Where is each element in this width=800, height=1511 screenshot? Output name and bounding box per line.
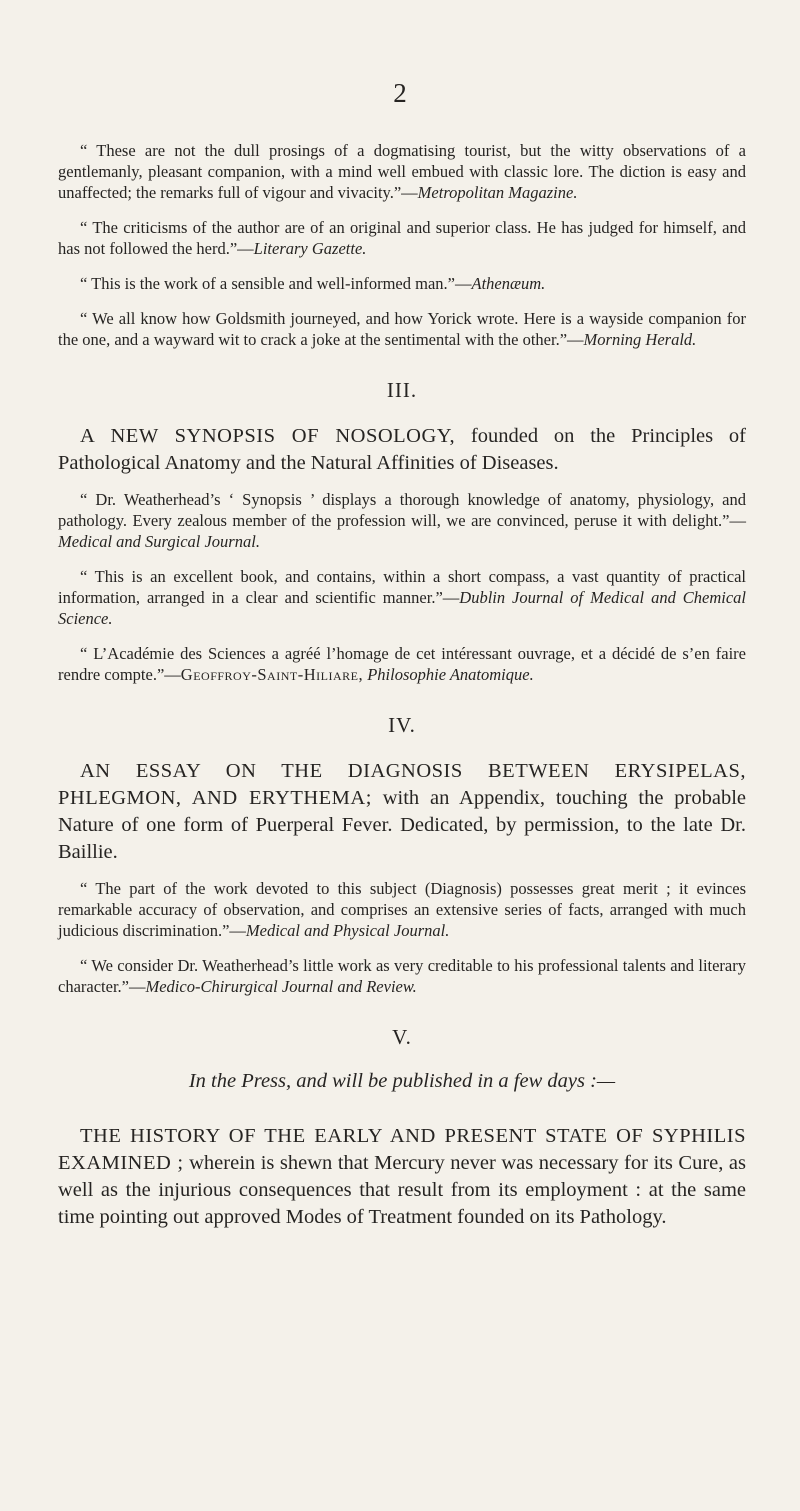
review-medical-surgical	[58, 489, 746, 552]
review-source: Dublin Journal of Medical and Chemical Science.	[58, 588, 746, 628]
review-literary-gazette	[58, 217, 746, 259]
review-text: “ We consider Dr. Weatherhead’s little work as very creditable to his professional talents and literary character.”—	[58, 956, 746, 996]
review-medical-physical	[58, 878, 746, 941]
book-title-caps: AN ESSAY ON THE DIAGNOSIS BETWEEN ERYSIPELAS, PHLEGMON, AND ERYTHEMA;	[58, 760, 746, 809]
book-title-rest: with an Appendix, touching the probable Nature of one form of Puerperal Fever. Dedicated, by permission, to the late Dr. Baillie.	[58, 787, 746, 863]
review-athenaeum	[58, 273, 746, 294]
review-source: Medical and Surgical Journal.	[58, 532, 260, 551]
book-title-nosology	[58, 423, 746, 477]
review-metropolitan	[58, 140, 746, 203]
book-title-diagnosis	[58, 758, 746, 866]
review-source: Morning Herald.	[583, 330, 697, 349]
review-medico-chirurgical	[58, 955, 746, 997]
review-academie	[58, 643, 746, 685]
review-author: Geoffroy-Saint-Hiliare,	[180, 665, 364, 684]
page-number: 2	[393, 78, 407, 108]
review-source: Medico-Chirurgical Journal and Review.	[145, 977, 417, 996]
review-source: Medical and Physical Journal.	[245, 921, 450, 940]
review-source: Athenæum.	[471, 274, 546, 293]
book-title-syphilis	[58, 1123, 746, 1231]
review-source: Literary Gazette.	[253, 239, 367, 258]
book-title-caps: THE HISTORY OF THE EARLY AND PRESENT STATE OF SYPHILIS EXAMINED ;	[58, 1125, 746, 1174]
review-text: “ Dr. Weatherhead’s ‘ Synopsis ’ displays a thorough knowledge of anatomy, physiology, and pathology. Every zealous member of the profession will, we are convinced, peruse it with delight.”—	[58, 490, 746, 530]
book-title-rest: founded on the Principles of Pathological Anatomy and the Natural Affinities of Diseases.	[58, 425, 746, 474]
review-text: “ L’Académie des Sciences a agréé l’homage de cet intéressant ouvrage, et a décidé de s’en faire rendre compte.”—	[58, 644, 746, 684]
review-morning-herald	[58, 308, 746, 350]
review-text: “ This is the work of a sensible and well-informed man.”—	[80, 274, 472, 293]
review-source: Philosophie Anatomique.	[367, 665, 534, 684]
page-content	[58, 140, 746, 1243]
review-text: “ These are not the dull prosings of a dogmatising tourist, but the witty observations of a gentlemanly, pleasant companion, with a mind well embued with classic lore. The diction is easy and unaffected; the remarks full of vigour and vivacity.”—	[58, 141, 746, 202]
book-title-rest: wherein is shewn that Mercury never was necessary for its Cure, as well as the injurious consequences that result from its employment : at the same time pointing out approved Modes of Treatment founded on its Pathology.	[58, 1152, 747, 1228]
review-source: Metropolitan Magazine.	[417, 183, 578, 202]
section-numeral-iii: III.	[386, 378, 418, 402]
review-text: “ The criticisms of the author are of an original and superior class. He has judged for himself, and has not followed the herd.”—	[58, 218, 746, 258]
review-dublin-journal	[58, 566, 746, 629]
section-numeral-v: V.	[392, 1025, 412, 1049]
press-notice: In the Press, and will be published in a few days :—	[188, 1070, 616, 1092]
section-numeral-iv: IV.	[388, 713, 416, 737]
review-text: “ The part of the work devoted to this subject (Diagnosis) possesses great merit ; it evinces remarkable accuracy of observation, and comprises an extensive series of facts, arranged with much judicious discrimination.”—	[58, 879, 746, 940]
review-text: “ We all know how Goldsmith journeyed, and how Yorick wrote. Here is a wayside companion for the one, and a wayward wit to crack a joke at the sentimental with the other.”—	[58, 309, 746, 349]
book-title-caps: A NEW SYNOPSIS OF NOSOLOGY,	[80, 425, 456, 447]
review-text: “ This is an excellent book, and contains, within a short compass, a vast quantity of practical information, arranged in a clear and scientific manner.”—	[58, 567, 746, 607]
